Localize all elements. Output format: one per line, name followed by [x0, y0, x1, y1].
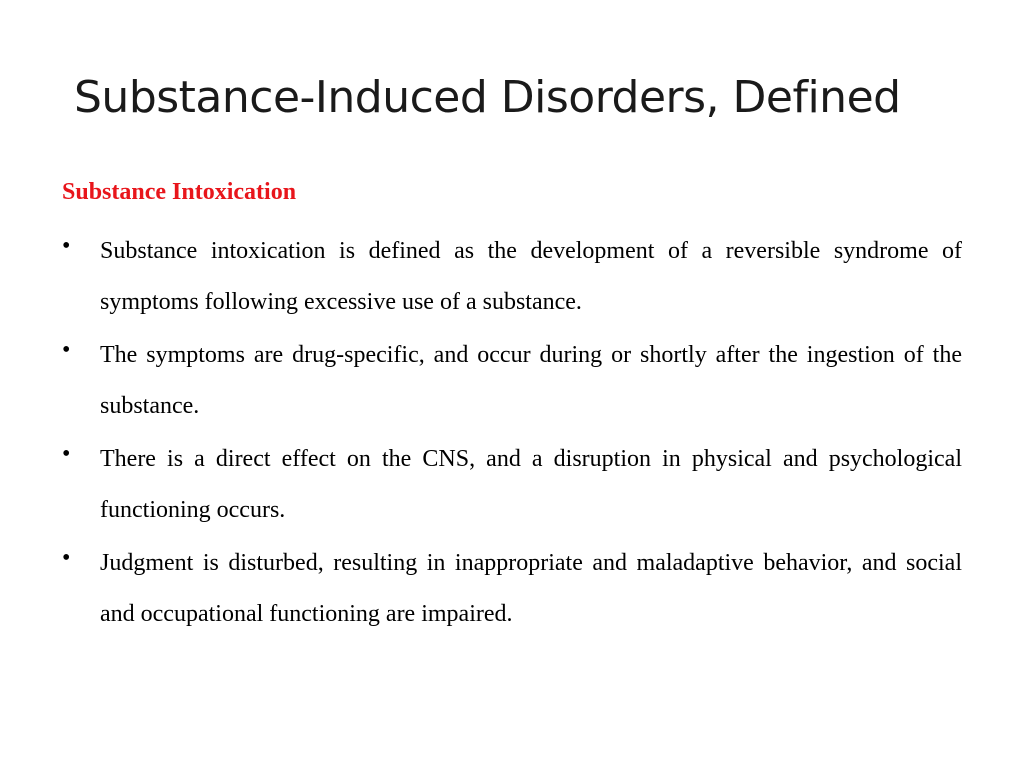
bullet-marker: •: [62, 337, 71, 363]
bullet-marker: •: [62, 545, 71, 571]
bullet-marker: •: [62, 441, 71, 467]
bullet-list: [62, 232, 962, 648]
bullet-text: Judgment is disturbed, resulting in inappropriate and maladaptive behavior, and social and occupational functioning are impaired.: [100, 550, 962, 627]
bullet-item: [62, 538, 962, 640]
bullet-text: There is a direct effect on the CNS, and a disruption in physical and psychological functioning occurs.: [100, 446, 962, 523]
bullet-text: The symptoms are drug-specific, and occur during or shortly after the ingestion of the substance.: [100, 342, 962, 419]
bullet-item: [62, 226, 962, 328]
bullet-item: [62, 434, 962, 536]
bullet-text: Substance intoxication is defined as the development of a reversible syndrome of symptoms following excessive use of a substance.: [100, 238, 962, 315]
bullet-item: [62, 330, 962, 432]
bullet-marker: •: [62, 233, 71, 259]
slide-title: Substance-Induced Disorders, Defined: [74, 72, 901, 123]
section-heading: Substance Intoxication: [62, 179, 297, 205]
